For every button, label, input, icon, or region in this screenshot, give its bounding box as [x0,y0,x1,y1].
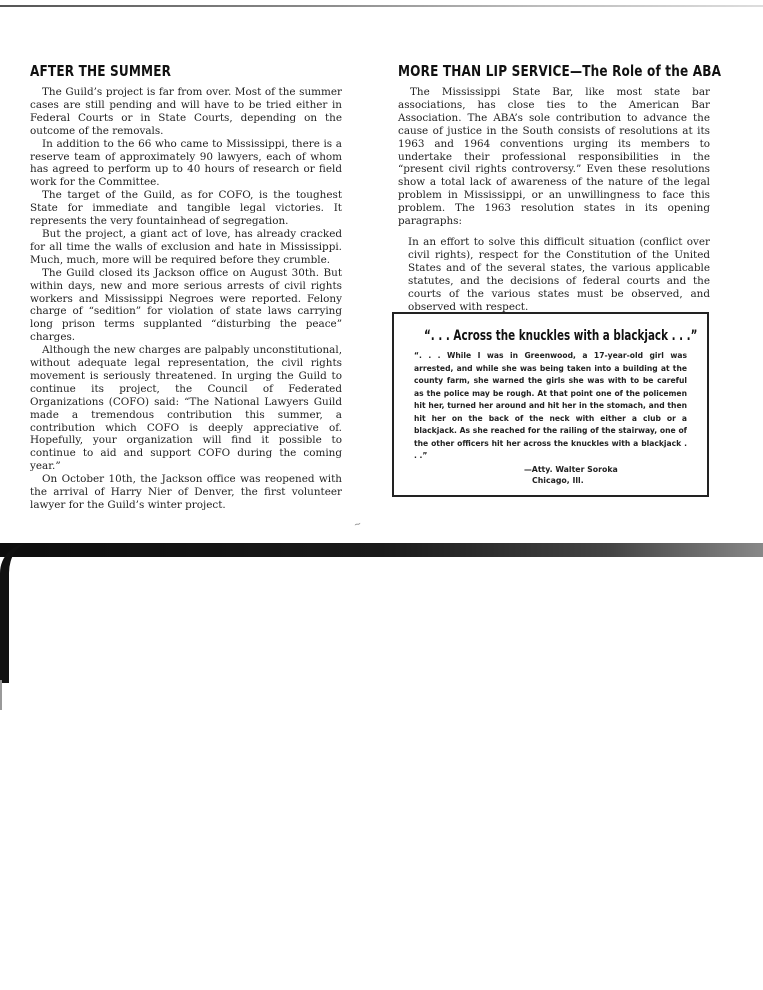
paragraph: Although the new charges are palpably unconstitutional, without adequate legal representation, the civil rights movement is seriously threatened. In urging the Guild to continue its project, the Council of Federated Organizations (COFO) said: “The National Lawyers Guild made a tremendous contribution this summer, a contribution which COFO is deeply appreciative of. Hopefully, your organization will find it possible to continue to aid and support COFO during the coming year.” [30,344,342,473]
signature-name: —Atty. Walter Soroka [524,465,618,474]
scan-edge-bar [0,543,763,557]
scan-edge-curve [0,543,40,683]
scan-edge-line [0,680,2,710]
testimony-callout-box [392,312,709,497]
paragraph: The Mississippi State Bar, like most state bar associations, has close ties to the American Bar Association. The ABA’s sole contribution to advance the cause of justice in the South consists of resolutions at its 1963 and 1964 conventions urging its members to undertake their professional responsibilities in the “present civil rights controversy.” Even these resolutions show a total lack of awareness of the nature of the legal problem in Mississippi, or an unwillingness to face this problem. The 1963 resolution states in its opening paragraphs: [398,86,710,228]
paragraph: On October 10th, the Jackson office was reopened with the arrival of Harry Nier of Denver, the first volunteer lawyer for the Guild’s winter project. [30,473,342,511]
article-more-than-lip-service [398,62,722,313]
paragraph: In addition to the 66 who came to Mississippi, there is a reserve team of approximately 90 lawyers, each of whom has agreed to perform up to 40 hours of research or field work for the Committee. [30,137,342,189]
top-rule [0,5,763,7]
paragraph: The Guild closed its Jackson office on August 30th. But within days, new and more serious arrests of civil rights workers and Mississippi Negroes were reported. Felony charge of “sedition” for violation of state laws carrying long prison terms supplanted “disturbing the peace” charges. [30,266,342,344]
resolution-quote: In an effort to solve this difficult situation (conflict over civil rights), respect for the Constitution of the United States and of the several states, the various applicable statutes, and the decisions of federal courts and the courts of the various states must be observed, and observed with respect. [408,235,710,313]
article-heading: AFTER THE SUMMER [30,62,172,80]
stray-ink-mark: ~ [352,519,363,531]
signature-city: Chicago, Ill. [532,476,584,485]
article-after-the-summer [30,62,342,512]
paragraph: The Guild’s project is far from over. Most of the summer cases are still pending and will have to be tried either in Federal Courts or in State Courts, depending on the outcome of the removals. [30,86,342,137]
paragraph: The target of the Guild, as for COFO, is the toughest State for immediate and tangible legal victories. It represents the very fountainhead of segregation. [30,189,342,228]
article-body [30,86,342,512]
callout-title: “. . . Across the knuckles with a blackjack . . .” [424,328,698,344]
callout-signature [524,464,618,486]
article-heading: MORE THAN LIP SERVICE—The Role of the ABA [398,62,722,80]
paragraph: But the project, a giant act of love, has already cracked for all time the walls of exclusion and hate in Mississippi. Much, much, more will be required before they crumble. [30,227,342,266]
article-body [398,86,710,228]
callout-quote: “. . . While I was in Greenwood, a 17-year-old girl was arrested, and while she was being taken into a building at the county farm, she warned the girls she was with to be careful as the police may be rough. At that point one of the policemen hit her, turned her around and hit her in the stomach, and then hit her on the back of the neck with either a club or a blackjack. As she reached for the railing of the stairway, one of the other officers hit her across the knuckles with a blackjack . . .” [414,351,687,460]
